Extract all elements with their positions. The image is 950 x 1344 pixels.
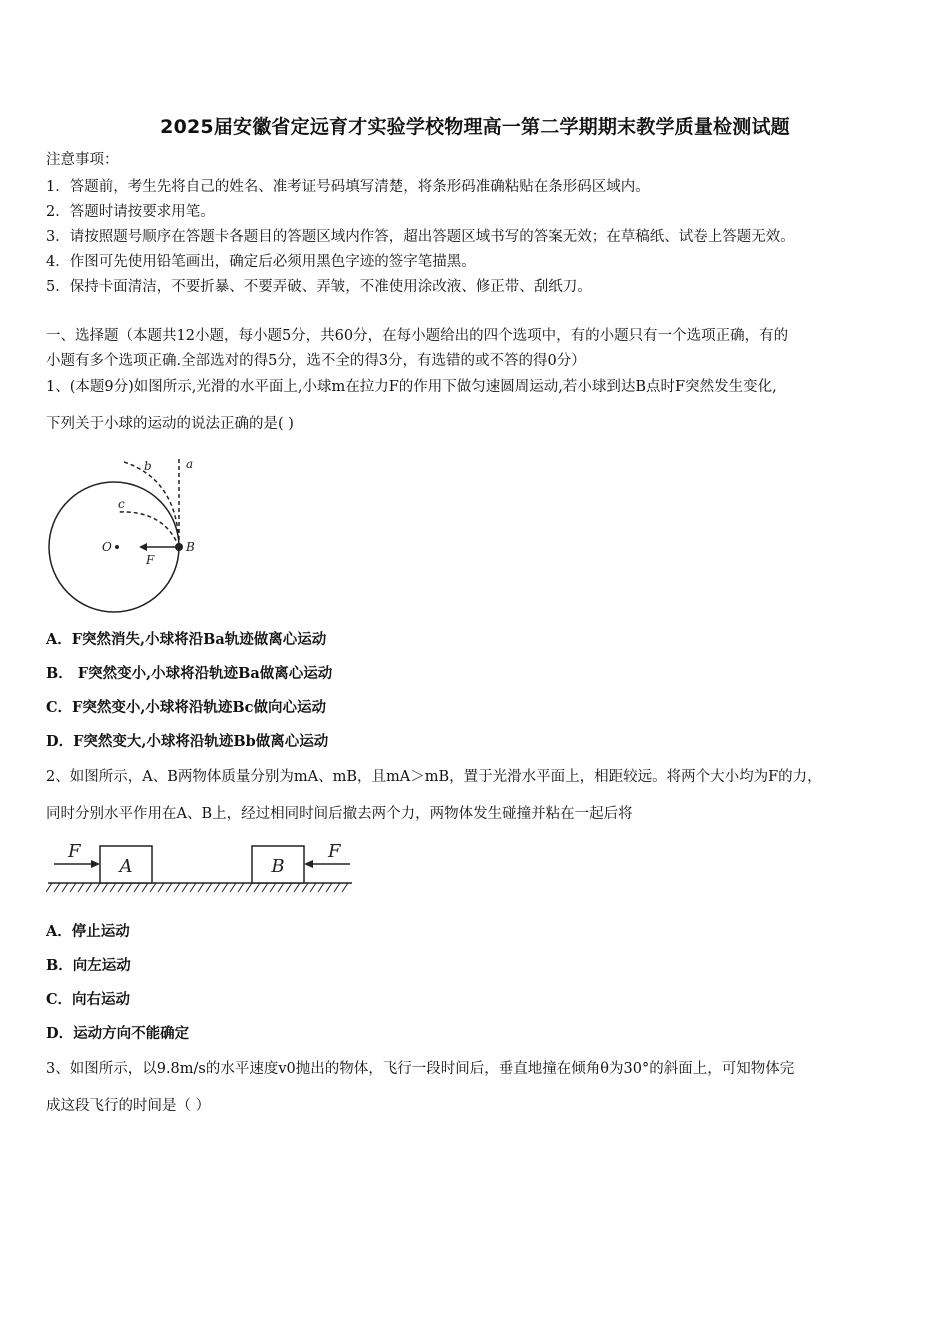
label-a: a <box>186 457 194 471</box>
q1-option-c: C．F突然变小,小球将沿轨迹Bc做向心运动 <box>46 699 326 716</box>
notice-item: 2．答题时请按要求用笔。 <box>46 204 215 220</box>
force-arrowhead <box>139 543 147 551</box>
q2-stem-line2: 同时分别水平作用在A、B上，经过相同时间后撤去两个力，两物体发生碰撞并粘在一起后将 <box>46 806 633 822</box>
block-a-label: A <box>119 856 133 877</box>
page-title: 2025届安徽省定远育才实验学校物理高一第二学期期末教学质量检测试题 <box>160 116 790 138</box>
q2-stem-line1: 2、如图所示，A、B两物体质量分别为mA、mB，且mA＞mB，置于光滑水平面上，相距较远。将两个大小均为F的力， <box>46 769 822 785</box>
label-F: F <box>146 553 155 567</box>
center-dot <box>115 545 119 549</box>
label-b: b <box>144 459 152 473</box>
q1-stem-line1: 1、(本题9分)如图所示,光滑的水平面上,小球m在拉力F的作用下做匀速圆周运动,若小球到达B点时F突然发生变化, <box>46 379 777 395</box>
ball-dot <box>175 543 183 551</box>
q1-circle-figure <box>46 450 216 615</box>
section-intro-line2: 小题有多个选项正确.全部选对的得5分，选不全的得3分，有选错的或不答的得0分） <box>46 353 586 369</box>
ground-hatching <box>46 883 348 892</box>
q3-stem-line2: 成这段飞行的时间是（ ） <box>46 1098 211 1114</box>
q2-option-a: A．停止运动 <box>46 923 130 940</box>
force-right-arrowhead <box>304 860 313 868</box>
q2-blocks-figure <box>46 838 358 898</box>
q1-option-a: A．F突然消失,小球将沿Ba轨迹做离心运动 <box>46 631 327 648</box>
q1-stem-line2: 下列关于小球的运动的说法正确的是( ) <box>46 416 294 432</box>
q2-option-c: C．向右运动 <box>46 991 131 1008</box>
force-left-arrowhead <box>91 860 100 868</box>
label-o: O <box>102 540 112 554</box>
label-c: c <box>118 497 125 511</box>
q1-option-b: B． F突然变小,小球将沿轨迹Ba做离心运动 <box>46 665 333 682</box>
q1-option-d: D．F突然变大,小球将沿轨迹Bb做离心运动 <box>46 733 329 750</box>
notice-item: 1．答题前，考生先将自己的姓名、准考证号码填写清楚，将条形码准确粘贴在条形码区域内。 <box>46 179 650 195</box>
force-left-label: F <box>68 841 81 862</box>
force-right-label: F <box>328 841 341 862</box>
label-B: B <box>186 540 195 554</box>
q2-option-b: B．向左运动 <box>46 957 131 974</box>
q3-stem-line1: 3、如图所示，以9.8m/s的水平速度v0抛出的物体，飞行一段时间后，垂直地撞在倾角θ为30°的斜面上，可知物体完 <box>46 1061 795 1077</box>
notice-item: 4．作图可先使用铅笔画出，确定后必须用黑色字迹的签字笔描黑。 <box>46 254 476 270</box>
notice-item: 5．保持卡面清洁，不要折暴、不要弄破、弄皱，不准使用涂改液、修正带、刮纸刀。 <box>46 279 592 295</box>
path-c <box>118 512 179 547</box>
notice-heading: 注意事项： <box>46 152 119 168</box>
notice-item: 3．请按照题号顺序在答题卡各题目的答题区域内作答，超出答题区域书写的答案无效；在草稿纸、试卷上答题无效。 <box>46 229 795 245</box>
q2-option-d: D．运动方向不能确定 <box>46 1025 190 1042</box>
section-intro-line1: 一、选择题（本题共12小题，每小题5分，共60分，在每小题给出的四个选项中，有的小题只有一个选项正确，有的 <box>46 328 789 344</box>
block-b-label: B <box>271 856 285 877</box>
path-b <box>124 462 179 547</box>
